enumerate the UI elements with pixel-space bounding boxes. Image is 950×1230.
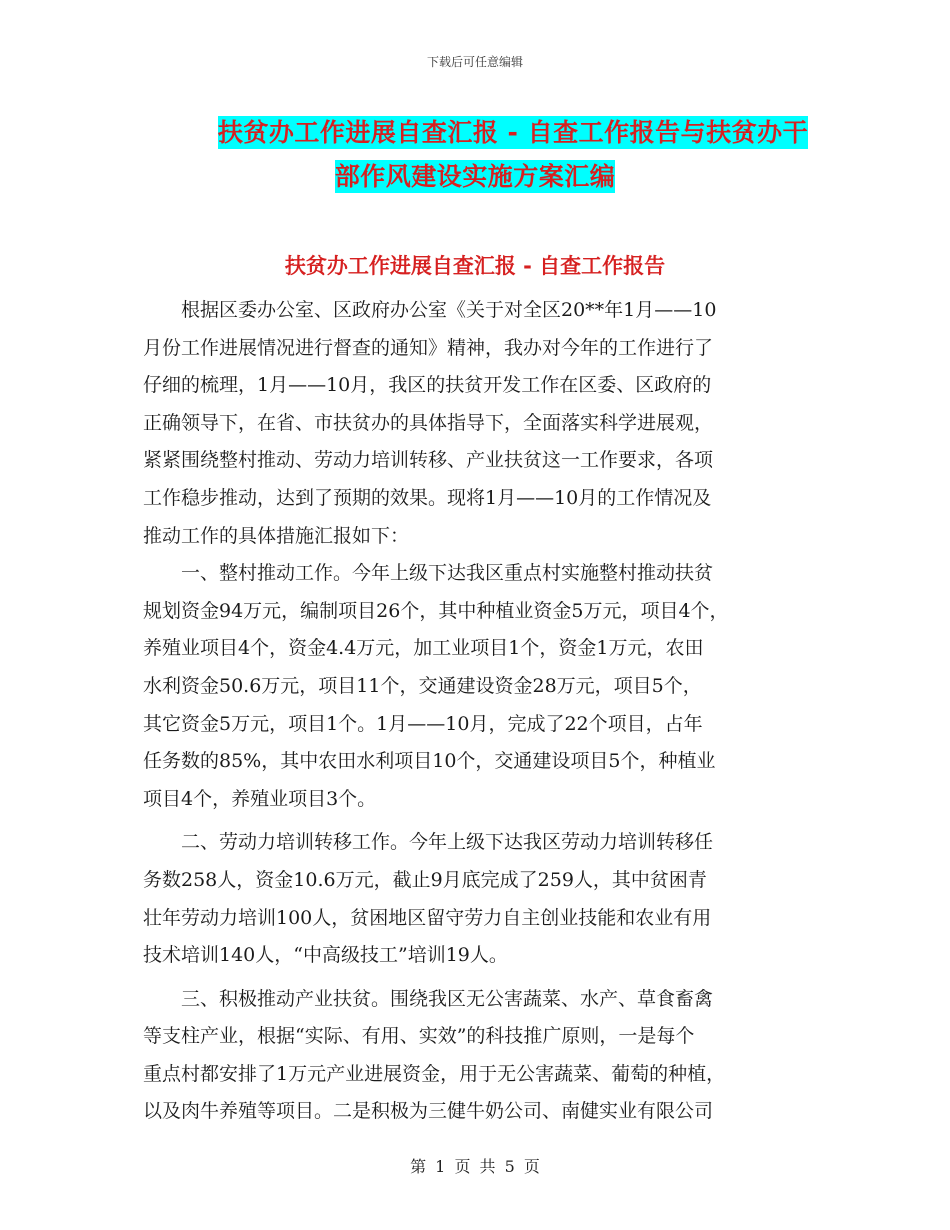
text-line: 仔细的梳理，1月——10月，我区的扶贫开发工作在区委、区政府的 xyxy=(143,374,712,397)
text-line: 任务数的85%，其中农田水利项目10个，交通建设项目5个，种植业 xyxy=(143,750,716,773)
document-title-text-2: 部作风建设实施方案汇编 xyxy=(334,162,616,191)
paragraph xyxy=(143,981,808,1131)
text-line: 壮年劳动力培训100人，贫困地区留守劳力自主创业技能和农业有用 xyxy=(143,906,712,929)
header-note: 下载后可任意编辑 xyxy=(426,55,523,69)
text-line: 项目4个，养殖业项目3个。 xyxy=(143,787,377,810)
text-line: 以及肉牛养殖等项目。二是积极为三健牛奶公司、南健实业有限公司 xyxy=(143,1100,714,1123)
text-line: 月份工作进展情况进行督查的通知》精神，我办对今年的工作进行了 xyxy=(143,336,714,359)
text-line: 等支柱产业，根据“实际、有用、实效”的科技推广原则，一是每个 xyxy=(143,1025,695,1048)
body-text xyxy=(143,292,808,1131)
text-line: 三、积极推动产业扶贫。围绕我区无公害蔬菜、水产、草食畜禽 xyxy=(143,987,714,1010)
paragraph xyxy=(143,292,808,555)
text-line: 规划资金94万元，编制项目26个，其中种植业资金5万元，项目4个， xyxy=(143,599,729,622)
text-line: 务数258人，资金10.6万元，截止9月底完成了259人，其中贫困青 xyxy=(143,868,707,891)
text-line: 水利资金50.6万元，项目11个，交通建设资金28万元，项目5个， xyxy=(143,674,702,697)
page-footer: 第 1 页 共 5 页 xyxy=(410,1157,540,1176)
text-line: 紧紧围绕整村推动、劳动力培训转移、产业扶贫这一工作要求，各项 xyxy=(143,449,714,472)
text-line: 养殖业项目4个，资金4.4万元，加工业项目1个，资金1万元，农田 xyxy=(143,637,704,660)
text-line: 重点村都安排了1万元产业进展资金，用于无公害蔬菜、葡萄的种植， xyxy=(143,1062,726,1085)
section-subtitle: 扶贫办工作进展自查汇报 - 自查工作报告 xyxy=(284,254,666,278)
text-line: 正确领导下，在省、市扶贫办的具体指导下，全面落实科学进展观， xyxy=(143,411,714,434)
paragraph xyxy=(143,555,808,818)
text-line: 技术培训140人，“中高级技工”培训19人。 xyxy=(143,944,508,967)
document-title-line-2 xyxy=(0,157,950,193)
document-title-text-1: 扶贫办工作进展自查汇报 - 自查工作报告与扶贫办干 xyxy=(217,118,809,147)
document-title-line-1 xyxy=(38,113,950,149)
text-line: 推动工作的具体措施汇报如下： xyxy=(143,524,410,547)
text-line: 根据区委办公室、区政府办公室《关于对全区20**年1月——10 xyxy=(143,299,717,321)
text-line: 工作稳步推动，达到了预期的效果。现将1月——10月的工作情况及 xyxy=(143,486,712,509)
paragraph xyxy=(143,824,808,974)
text-line: 二、劳动力培训转移工作。今年上级下达我区劳动力培训转移任 xyxy=(143,831,714,854)
text-line: 一、整村推动工作。今年上级下达我区重点村实施整村推动扶贫 xyxy=(143,562,714,585)
text-line: 其它资金5万元，项目1个。1月——10月，完成了22个项目，占年 xyxy=(143,712,703,735)
